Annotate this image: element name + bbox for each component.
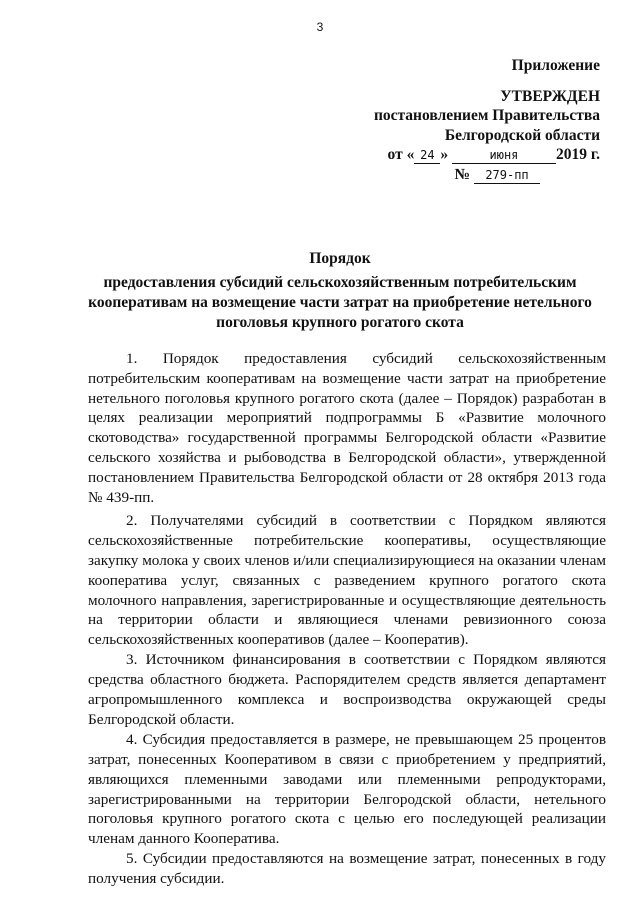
paragraph-4: 4. Субсидия предоставляется в размере, не превышающем 25 процентов затрат, понесенных Кооперативом в связи с приобретением у предприятий, являющихся племенными заводами или племенными репродукторами, зарегистрированными на территории Белгородской области, нетельного поголовья крупного рогатого скота с целью его последующей реализации членам данного Кооператива. [88, 731, 606, 848]
paragraph-1: 1. Порядок предоставления субсидий сельскохозяйственным потребительским кооперативам на возмещение части затрат на приобретение нетельного поголовья крупного рогатого скота (далее – Порядок) разработан в целях реализации мероприятий подпрограммы Б «Развитие молочного скотоводства» государственной программы Белгородской области «Развитие сельского хозяйства и рыбоводства в Белгородской области», утвержденной постановлением Правительства Белгородской области от 28 октября 2013 года № 439-пп. [88, 350, 606, 506]
number-value: 279-пп [474, 167, 540, 184]
paragraph-2: 2. Получателями субсидий в соответствии с Порядком являются сельскохозяйственные потребительские кооперативы, осуществляющие закупку молока у своих членов и/или специализирующиеся на оказании членам кооператива услуг, связанных с разведением крупного рогатого скота молочного направления, зарегистрированные и осуществляющие деятельность на территории области и являющиеся членами ревизионного союза сельскохозяйственных кооперативов (далее – Кооператив). [88, 512, 606, 649]
paragraph-5: 5. Субсидии предоставляются на возмещение затрат, понесенных в году получения субсидии. [88, 850, 606, 888]
title-main: Порядок [309, 250, 371, 267]
approval-number [374, 165, 540, 185]
date-day: 24 [414, 147, 440, 164]
date-mid: » [440, 146, 449, 163]
paragraph-3: 3. Источником финансирования в соответствии с Порядком являются средства областного бюджета. Распорядителем средств является департамент агропромышленного комплекса и воспроизводства окружающей среды Белгородской области. [88, 651, 606, 728]
date-prefix: от « [387, 146, 415, 163]
title-line-2: кооперативам на возмещение части затрат на приобретение нетельного [88, 294, 592, 311]
date-month: июня [452, 147, 556, 164]
date-year: 2019 г. [555, 146, 600, 163]
page-number: 3 [316, 20, 324, 34]
title-line-1: предоставления субсидий сельскохозяйственным потребительским [103, 274, 577, 291]
document-body [88, 349, 606, 890]
appendix-label: Приложение [511, 57, 600, 74]
document-title [80, 249, 600, 333]
title-line-3: поголовья крупного рогатого скота [216, 314, 464, 331]
approval-block [374, 56, 600, 184]
number-prefix: № [454, 165, 471, 183]
approval-date [374, 145, 600, 165]
approved-label: УТВЕРЖДЕН [500, 87, 600, 105]
approved-by-line-2: Белгородской области [444, 126, 600, 144]
approved-by-line-1: постановлением Правительства [373, 107, 600, 124]
